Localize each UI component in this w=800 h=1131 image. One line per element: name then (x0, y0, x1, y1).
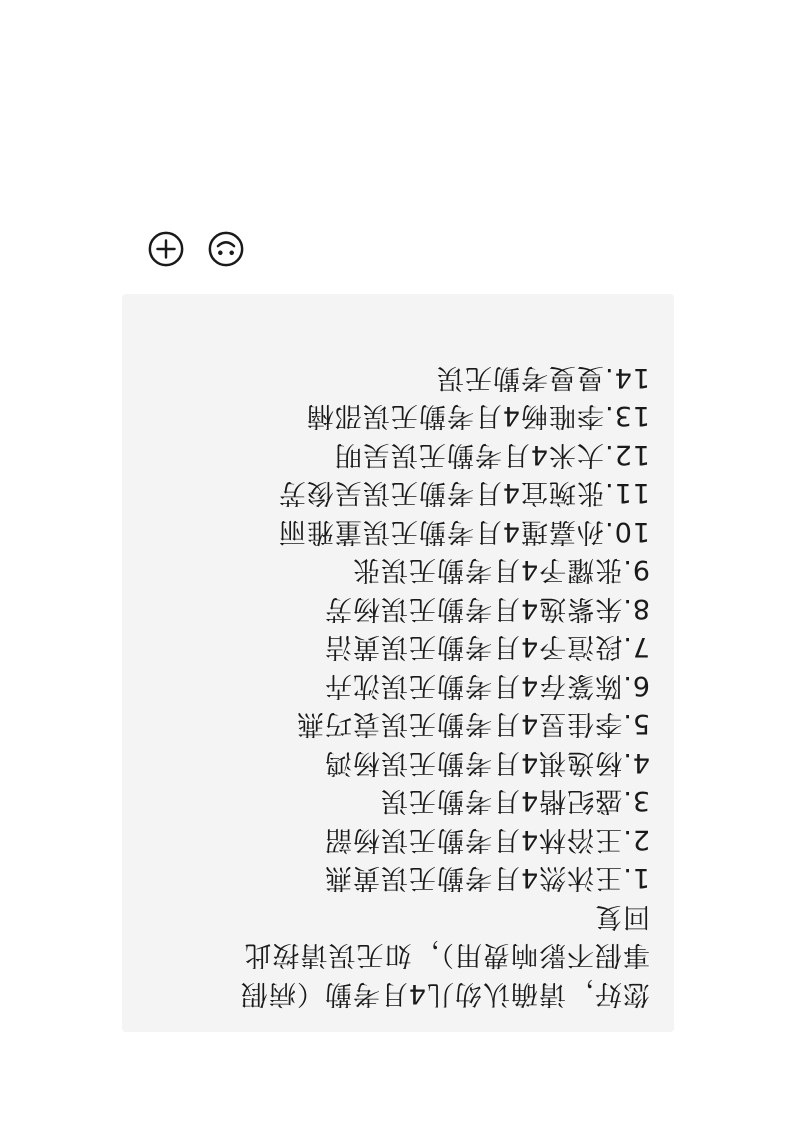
attendance-item: 3.盛纪楷4月考勤无误 (380, 785, 650, 817)
message-text-line: 回复 (594, 901, 650, 932)
attendance-item: 10.孙嘉瑾4月考勤无误董雅丽 (277, 516, 650, 547)
attendance-item: 5.李佳昱4月考勤无误袁巧燕 (296, 708, 650, 740)
attendance-item: 6.陈篆存4月考勤无误沈卉 (324, 670, 650, 701)
attendance-item: 11.张琬宜4月考勤无误吴俊芳 (277, 477, 650, 509)
message-text-line: 事假不影响费用），如无误请按此 (243, 939, 650, 971)
attendance-item: 4.杨逸祺4月考勤无误杨鸿 (324, 747, 650, 778)
input-toolbar (147, 224, 245, 268)
message-bubble (122, 294, 674, 1032)
message-text-line: 您好，请确认幼儿4月考勤（病假 (239, 978, 650, 1009)
attendance-item: 8.朱紫逸4月考勤无误杨芳 (324, 593, 650, 624)
attendance-item: 14.曼曼考勤无误 (436, 362, 650, 393)
attendance-item: 1.王沐然4月考勤无误黄燕 (324, 862, 650, 894)
add-icon[interactable] (147, 230, 185, 268)
attendance-item: 9.张耀予4月考勤无误张 (352, 554, 650, 586)
smiley-icon[interactable] (207, 230, 245, 268)
attendance-item: 7.段渲予4月考勤无误黄洁 (324, 631, 650, 663)
attendance-item: 12.大米4月考勤无误吴明 (333, 439, 650, 470)
attendance-item: 2.王浴林4月考勤无误杨韶 (324, 824, 650, 855)
attendance-item: 13.李唯畅4月考勤无误邵楠 (305, 400, 650, 432)
